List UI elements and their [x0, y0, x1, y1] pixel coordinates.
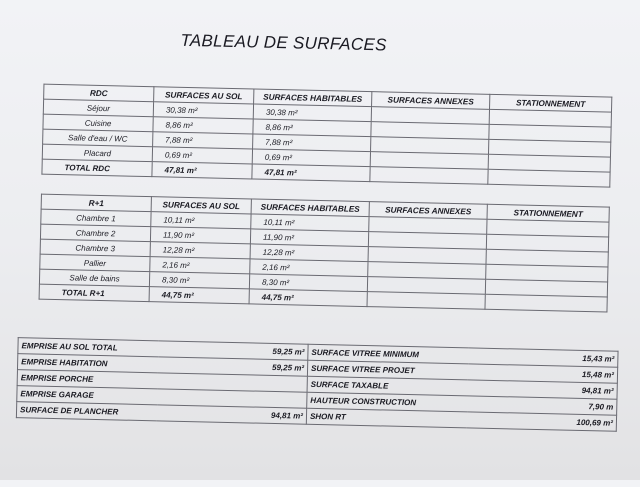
rdc-cell-sol: 0,69 m² [152, 147, 252, 164]
summary-left-value: 59,25 m² [158, 341, 308, 360]
summary-left-label: EMPRISE GARAGE [17, 386, 157, 405]
rdc-cell-hab: 30,38 m² [253, 104, 371, 122]
r1-cell-sol: 10,11 m² [151, 212, 251, 229]
r1-header-cell: SURFACES HABITABLES [251, 199, 369, 217]
rdc-table-body [42, 84, 612, 187]
r1-total-stationnement [485, 294, 607, 312]
r1-total-annexes [367, 292, 485, 310]
r1-cell-sol: 2,16 m² [150, 257, 250, 274]
rdc-total-stationnement [488, 169, 610, 187]
summary-right-label: SHON RT [306, 408, 466, 428]
r1-table [39, 194, 610, 313]
r1-cell-hab: 8,30 m² [249, 274, 367, 292]
r1-cell-hab: 11,90 m² [250, 229, 368, 247]
r1-cell-label: Pallier [40, 254, 150, 271]
summary-table-body [16, 338, 618, 432]
rdc-cell-label: Séjour [43, 99, 153, 116]
summary-left-label: EMPRISE HABITATION [17, 354, 157, 373]
rdc-cell-label: Placard [42, 144, 152, 161]
summary-left-value: 59,25 m² [157, 357, 307, 376]
rdc-total-label: TOTAL RDC [42, 159, 152, 176]
r1-total-label: TOTAL R+1 [39, 284, 149, 301]
r1-header-cell: STATIONNEMENT [487, 204, 609, 222]
r1-cell-sol: 11,90 m² [150, 227, 250, 244]
r1-total-hab: 44,75 m² [249, 289, 367, 307]
summary-left-label: EMPRISE AU SOL TOTAL [18, 338, 158, 357]
rdc-table [41, 84, 612, 188]
rdc-cell-hab: 8,86 m² [253, 119, 371, 137]
r1-cell-label: Chambre 1 [41, 209, 151, 226]
rdc-total-hab: 47,81 m² [252, 164, 370, 182]
summary-right-value: 100,69 m² [466, 412, 616, 431]
page-title: TABLEAU DE SURFACES [180, 30, 387, 55]
summary-right-value: 94,81 m² [467, 380, 617, 399]
rdc-header-cell: STATIONNEMENT [490, 94, 612, 112]
r1-cell-sol: 8,30 m² [149, 272, 249, 289]
summary-right-value: 15,43 m² [468, 348, 618, 367]
rdc-total-annexes [370, 167, 488, 185]
summary-right-label: SURFACE TAXABLE [307, 376, 467, 396]
r1-cell-hab: 2,16 m² [250, 259, 368, 277]
rdc-header-cell: RDC [44, 84, 154, 101]
summary-right-label: SURFACE VITREE PROJET [307, 360, 467, 380]
rdc-header-cell: SURFACES AU SOL [154, 87, 254, 104]
summary-left-value: 94,81 m² [156, 405, 306, 424]
r1-total-sol: 44,75 m² [149, 287, 249, 304]
summary-right-value: 7,90 m [467, 396, 617, 415]
r1-header-cell: R+1 [41, 194, 151, 211]
r1-table-body [39, 194, 609, 312]
rdc-cell-sol: 30,38 m² [153, 102, 253, 119]
rdc-header-cell: SURFACES ANNEXES [372, 92, 490, 110]
rdc-cell-label: Cuisine [43, 114, 153, 131]
r1-cell-hab: 10,11 m² [251, 214, 369, 232]
rdc-cell-label: Salle d'eau / WC [43, 129, 153, 146]
rdc-header-cell: SURFACES HABITABLES [254, 89, 372, 107]
summary-left-label: SURFACE DE PLANCHER [16, 402, 156, 421]
r1-header-cell: SURFACES ANNEXES [369, 202, 487, 220]
rdc-cell-sol: 7,88 m² [153, 132, 253, 149]
summary-right-label: SURFACE VITREE MINIMUM [308, 344, 468, 364]
r1-cell-hab: 12,28 m² [250, 244, 368, 262]
rdc-cell-hab: 0,69 m² [252, 149, 370, 167]
rdc-cell-sol: 8,86 m² [153, 117, 253, 134]
summary-table [16, 337, 619, 432]
summary-right-value: 15,48 m² [467, 364, 617, 383]
summary-right-label: HAUTEUR CONSTRUCTION [307, 392, 467, 412]
rdc-cell-hab: 7,88 m² [253, 134, 371, 152]
r1-header-cell: SURFACES AU SOL [151, 197, 251, 214]
summary-left-label: EMPRISE PORCHE [17, 370, 157, 389]
r1-cell-label: Salle de bains [39, 269, 149, 286]
r1-cell-label: Chambre 2 [40, 224, 150, 241]
rdc-total-sol: 47,81 m² [152, 162, 252, 179]
r1-cell-label: Chambre 3 [40, 239, 150, 256]
r1-cell-sol: 12,28 m² [150, 242, 250, 259]
